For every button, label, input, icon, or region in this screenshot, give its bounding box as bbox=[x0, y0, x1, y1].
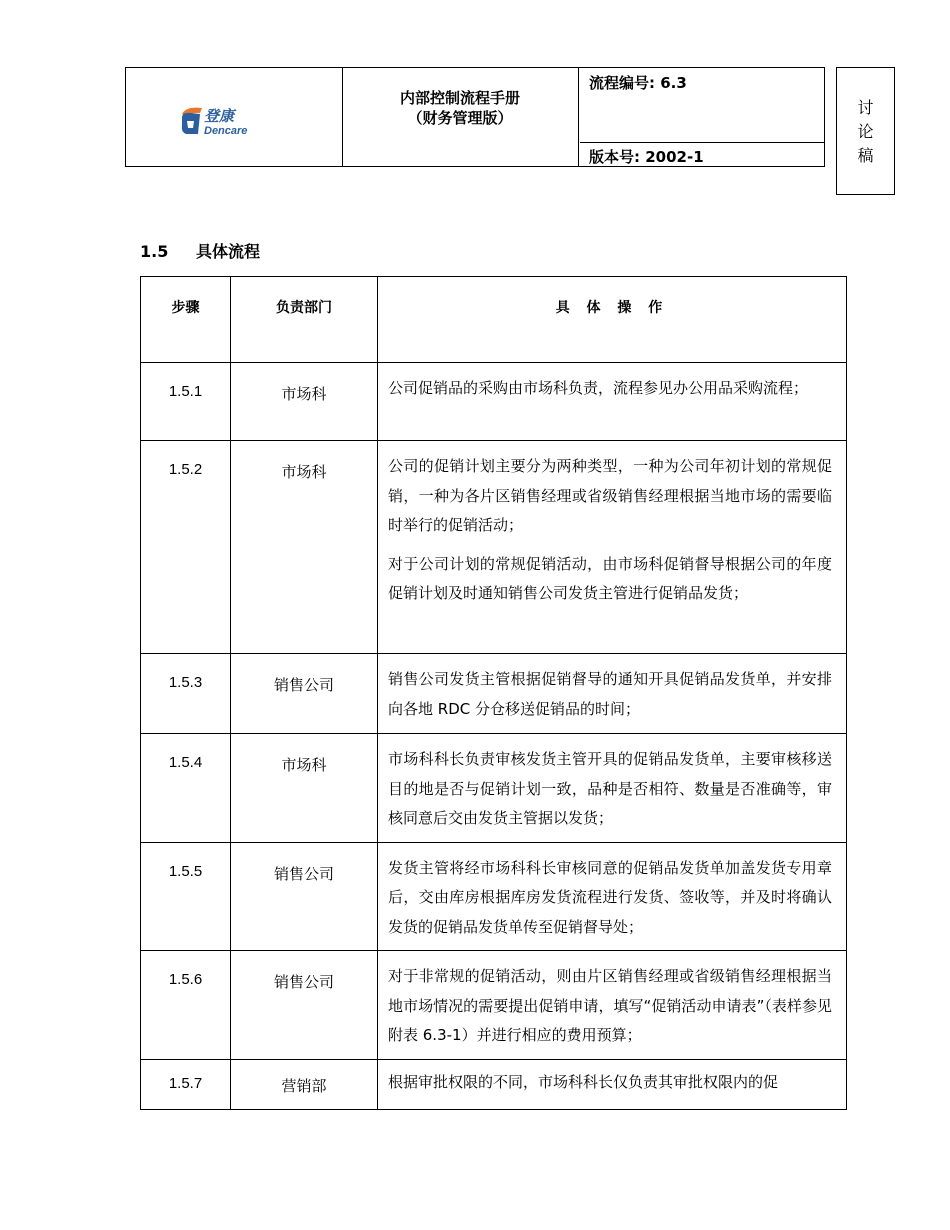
dept-cell: 销售公司 bbox=[231, 654, 378, 734]
dept-cell: 市场科 bbox=[231, 363, 378, 441]
table-row bbox=[141, 734, 847, 843]
procedure-table bbox=[140, 276, 847, 1110]
table-row bbox=[141, 842, 847, 951]
dept-cell: 销售公司 bbox=[231, 842, 378, 951]
col-step: 步骤 bbox=[141, 277, 231, 363]
step-cell: 1.5.1 bbox=[141, 363, 231, 441]
draft-label-box bbox=[836, 67, 895, 195]
step-cell: 1.5.5 bbox=[141, 842, 231, 951]
table-row bbox=[141, 363, 847, 441]
title-line-1: 内部控制流程手册 bbox=[399, 89, 520, 107]
operation-text: 对于公司计划的常规促销活动，由市场科促销督导根据公司的年度促销计划及时通知销售公司发货主管进行促销品发货； bbox=[388, 554, 832, 602]
step-cell: 1.5.7 bbox=[141, 1059, 231, 1109]
operation-text: 发货主管将经市场科科长审核同意的促销品发货单加盖发货专用章后，交由库房根据库房发货流程进行发货、签收等，并及时将确认发货的促销品发货单传至促销督导处； bbox=[388, 858, 832, 936]
dept-cell: 销售公司 bbox=[231, 951, 378, 1060]
operation-cell bbox=[378, 842, 847, 951]
manual-title bbox=[342, 68, 579, 166]
step-cell: 1.5.3 bbox=[141, 654, 231, 734]
draft-char-2: 论 bbox=[857, 122, 874, 141]
operation-text: 公司的促销计划主要分为两种类型，一种为公司年初计划的常规促销，一种为各片区销售经理或省级销售经理根据当地市场的需要临时举行的促销活动； bbox=[388, 457, 832, 534]
operation-text: 销售公司发货主管根据促销督导的通知开具促销品发货单，并安排向各地 RDC 分仓移送促销品的时间； bbox=[388, 670, 832, 718]
table-row bbox=[141, 654, 847, 734]
operation-text: 对于非常规的促销活动，则由片区销售经理或省级销售经理根据当地市场情况的需要提出促销申请，填写“促销活动申请表”（表样参见附表 6.3-1）并进行相应的费用预算； bbox=[388, 967, 832, 1044]
step-cell: 1.5.4 bbox=[141, 734, 231, 843]
operation-cell bbox=[378, 734, 847, 843]
doc-info-cell bbox=[580, 68, 824, 166]
operation-cell bbox=[378, 654, 847, 734]
dept-cell: 营销部 bbox=[231, 1059, 378, 1109]
svg-text:Dencare: Dencare bbox=[204, 125, 248, 137]
dept-cell: 市场科 bbox=[231, 734, 378, 843]
draft-char-3: 稿 bbox=[857, 146, 874, 165]
draft-char-1: 讨 bbox=[857, 98, 874, 117]
logo-cell bbox=[126, 68, 343, 166]
operation-text: 根据审批权限的不同，市场科科长仅负责其审批权限内的促 bbox=[388, 1072, 779, 1091]
operation-cell bbox=[378, 1059, 847, 1109]
col-operation: 具 体 操 作 bbox=[378, 277, 847, 363]
section-number: 1.5 bbox=[140, 242, 169, 261]
svg-text:登康: 登康 bbox=[204, 107, 235, 125]
process-number: 流程编号: 6.3 bbox=[580, 68, 824, 143]
operation-text: 公司促销品的采购由市场科负责，流程参见办公用品采购流程； bbox=[388, 379, 809, 397]
section-heading bbox=[140, 239, 260, 262]
section-title: 具体流程 bbox=[196, 242, 261, 261]
version-number: 版本号: 2002-1 bbox=[589, 148, 704, 166]
step-cell: 1.5.2 bbox=[141, 441, 231, 654]
table-row bbox=[141, 951, 847, 1060]
step-cell: 1.5.6 bbox=[141, 951, 231, 1060]
title-line-2: （财务管理版） bbox=[407, 109, 513, 127]
operation-cell bbox=[378, 951, 847, 1060]
table-header-row bbox=[141, 277, 847, 363]
document-header bbox=[125, 67, 825, 167]
col-dept: 负责部门 bbox=[231, 277, 378, 363]
operation-text: 市场科科长负责审核发货主管开具的促销品发货单，主要审核移送目的地是否与促销计划一致，品种是否相符、数量是否准确等，审核同意后交由发货主管据以发货； bbox=[388, 750, 832, 827]
dept-cell: 市场科 bbox=[231, 441, 378, 654]
dencare-logo bbox=[180, 104, 280, 142]
operation-cell bbox=[378, 363, 847, 441]
operation-cell bbox=[378, 441, 847, 654]
table-row bbox=[141, 441, 847, 654]
table-row bbox=[141, 1059, 847, 1109]
